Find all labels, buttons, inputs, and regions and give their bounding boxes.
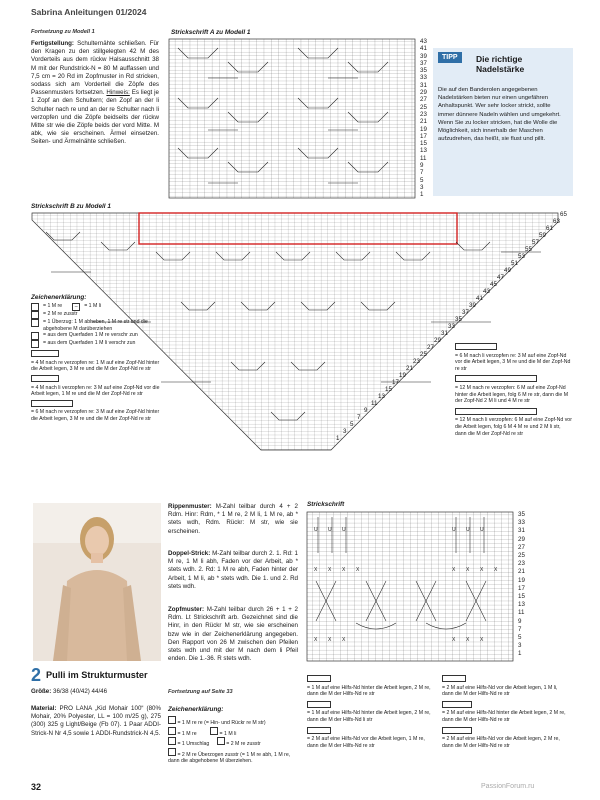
row-number: 9 (420, 162, 424, 170)
continued-note: Fortsetzung zu Modell 1 (31, 29, 95, 35)
legend-text: = 1 M re (43, 303, 63, 309)
row-number: 3 (420, 183, 424, 191)
legend-item (455, 343, 573, 372)
legend-text: = 2 M re Überzogen zusstr (= 1 M re abh, 1 M re, dann die abgehobene M überziehen. (168, 751, 291, 765)
k2tog-symbol-icon (217, 737, 225, 745)
row-number: 33 (518, 519, 525, 527)
row-number: 21 (518, 568, 525, 576)
row-number: 31 (420, 81, 427, 89)
svg-text:X: X (480, 567, 484, 573)
row-number: 11 (518, 609, 525, 617)
row-number: 13 (420, 147, 427, 155)
row-number: 27 (518, 543, 525, 551)
row-number: 59 (539, 232, 546, 239)
svg-text:U: U (314, 527, 318, 533)
chart-b-title: Strickschrift B zu Modell 1 (31, 203, 111, 210)
knit-symbol-icon (31, 303, 39, 311)
double-knit-paragraph (168, 550, 298, 591)
cable-text: M-Zahl teilbar durch 26 + 1 + 2 Rdm. Lt Strickschrift arb. Gezeichnet sind die Hinr, in den Rückr M str, wie sie erscheinen bzw wie in der Zeichenerklärung angegeben. Den Rapport von 26 M zwischen den Pfeilen stets wdh und mit der M nach dem li Pfeil enden. Die 1.-36. R stets wdh. (168, 606, 298, 663)
legend-text: = 2 M auf eine Hilfs-Nd vor die Arbeit legen, 1 M re, dann die M der Hilfs-Nd re str (307, 736, 425, 749)
legend-item (307, 727, 432, 750)
cable-12-left-icon (455, 408, 537, 415)
row-number: 39 (420, 52, 427, 60)
model-2-photo (33, 503, 161, 661)
legend-item (168, 748, 303, 765)
material-label: Material: (31, 705, 57, 712)
rib-heading: Rippenmuster: (168, 503, 212, 510)
row-number: 1 (336, 435, 340, 442)
size-line (31, 688, 161, 696)
row-number: 1 (518, 650, 522, 658)
row-number: 29 (518, 535, 525, 543)
row-number: 35 (420, 67, 427, 75)
legend-item (307, 701, 432, 724)
row-number: 19 (420, 125, 427, 133)
row-number: 35 (455, 316, 462, 323)
legend-item (31, 332, 161, 340)
chart-c-title: Strickschrift (307, 501, 345, 508)
legend-title: Zeichenerklärung: (31, 294, 87, 301)
svg-text:X: X (466, 567, 470, 573)
rib-paragraph (168, 503, 298, 536)
garter-symbol-icon (168, 716, 176, 724)
cable-4-left-icon (442, 727, 472, 734)
cross-right-icon (307, 675, 331, 682)
legend-item (455, 375, 573, 404)
row-number: 1 (420, 191, 424, 199)
cross-left-icon (307, 727, 331, 734)
tip-tag: TIPP (438, 52, 462, 63)
chart-a-row-numbers (420, 38, 434, 199)
row-number: 23 (413, 358, 420, 365)
row-number: 11 (420, 154, 427, 162)
row-number: 21 (420, 118, 427, 126)
legend-text: = 2 M re zusstr (43, 311, 78, 317)
finishing-heading: Fertigstellung: (31, 40, 74, 47)
legend-item (31, 319, 161, 332)
row-number: 37 (420, 59, 427, 67)
legend-item (31, 400, 161, 423)
model-title: Pulli im Strukturmuster (46, 670, 148, 680)
svg-text:U: U (342, 527, 346, 533)
increase-knit-symbol-icon (31, 332, 39, 340)
legend-text: = 12 M nach li verzopfen: 6 M auf eine Zopf-Nd vor die Arbeit legen, folg 6 M 4 M re und 2 M li str, dann die M der Zopf-Nd re str (455, 417, 572, 437)
material-text: PRO LANA „Kid Mohair 100“ (80% Mohair, 20% Polyester, LL = 100 m/25 g), 275 (300) 325 g Light/Beige (Fb 07). 1 Paar ADDI-Strick-N Nr 4,5 sowie 1 ADDI-Rundstrick-N 4,5. (31, 705, 161, 737)
row-number: 7 (357, 414, 361, 421)
cable-6-right-icon (31, 400, 73, 407)
row-number: 61 (546, 225, 553, 232)
cable-4-right-icon (442, 701, 472, 708)
row-number: 23 (420, 110, 427, 118)
row-number: 15 (385, 386, 392, 393)
row-number: 23 (518, 560, 525, 568)
legend-item (442, 675, 567, 698)
svg-text:X: X (452, 637, 456, 643)
row-number: 19 (518, 576, 525, 584)
row-number: 35 (518, 511, 525, 518)
legend-text: = 2 M auf eine Hilfs-Nd vor die Arbeit legen, 1 M li, dann die M der Hilfs-Nd re str (442, 684, 558, 698)
tip-heading-line1: Die richtige (476, 54, 523, 64)
svg-text:X: X (356, 567, 360, 573)
row-number: 5 (350, 421, 354, 428)
tip-body: Die auf den Banderolen angegebenen Nadelstärken bieten nur einen ungefähren Anhaltspunkt. Wer sehr locker strickt, sollte immer dünnere Nadeln wählen und umgekehrt. Wenn Sie zu locker stricken, hat die Wolle die Möglichkeit, sich innerhalb der Maschen aufzudrehen, das heißt, sie flust und pillt. (438, 87, 561, 143)
row-number: 55 (525, 246, 532, 253)
legend-2-list (168, 716, 303, 765)
legend-item (168, 727, 303, 738)
svg-text:X: X (314, 567, 318, 573)
row-number: 15 (420, 140, 427, 148)
row-number: 15 (518, 593, 525, 601)
row-number: 11 (371, 400, 378, 407)
legend-item (31, 311, 161, 319)
svg-text:U: U (480, 527, 484, 533)
k2tog-symbol-icon (31, 311, 39, 319)
row-number: 51 (511, 260, 518, 267)
row-number: 31 (518, 527, 525, 535)
row-number: 7 (420, 169, 424, 177)
row-number: 17 (420, 132, 427, 140)
row-number: 3 (518, 642, 522, 650)
legend-text: = aus dem Querfaden 1 M re verschr zun (43, 332, 138, 339)
row-number: 7 (518, 625, 522, 633)
svg-text:X: X (328, 637, 332, 643)
chart-a-grid (168, 38, 430, 200)
skp-symbol-icon (168, 748, 176, 756)
legend-item (307, 675, 432, 698)
legend-right-list (455, 343, 573, 437)
finishing-text: Schulternähte schließen. Für den Kragen zu den stillgelegten 42 M des Vorderteils aus dem rückw Halsausschnitt 38 M mit der Rundstrick-N = 80 M auffassen und 7,5 cm = 20 Rd im Zopfmuster in Rd stricken, sodass sich am Vorderteil die Zöpfe des Passenmusters fortsetzen. (31, 40, 159, 97)
row-number: 33 (420, 74, 427, 82)
legend-text: = 6 M nach re verzopfen re: 3 M auf eine Zopf-Nd hinter die Arbeit legen, 3 M re und die M der Zopf-Nd re str (31, 409, 160, 422)
continued-next: Fortsetzung auf Seite 33 (168, 689, 233, 695)
legend-item (455, 408, 573, 437)
row-number: 29 (434, 337, 441, 344)
svg-text:X: X (452, 567, 456, 573)
model-number: 2 (31, 665, 42, 685)
svg-text:X: X (342, 567, 346, 573)
row-number: 17 (392, 379, 399, 386)
row-number: 21 (406, 365, 413, 372)
svg-text:X: X (480, 637, 484, 643)
legend-text: = 1 M li (84, 303, 102, 309)
chart-c-grid (306, 511, 516, 663)
size-label: Größe: (31, 688, 52, 695)
double-knit-heading: Doppel-Strick: (168, 550, 211, 557)
double-knit-text: M-Zahl teilbar durch 2. 1. Rd: 1 M re, 1 M li abh, Faden vor der Arbeit, ab * stets wdh. 2. Rd: 1 M re abh, Faden hinter der Arbeit, 1 M li, ab * stets wdh. Die 1. und 2. Rd stets wdh. (168, 550, 298, 590)
row-number: 5 (420, 176, 424, 184)
row-number: 39 (469, 302, 476, 309)
row-number: 49 (504, 267, 511, 274)
page-number: 32 (31, 782, 42, 792)
row-number: 29 (420, 89, 427, 97)
row-number: 45 (490, 281, 497, 288)
legend-text: = 2 M re zusstr (226, 741, 261, 748)
cable-paragraph (168, 606, 298, 663)
legend-text: = 1 M re re (= Hin- und Rückr re M str) (177, 720, 266, 726)
svg-text:U: U (328, 527, 332, 533)
row-number: 41 (476, 295, 483, 302)
material-paragraph (31, 705, 161, 738)
cable-heading: Zopfmuster: (168, 606, 205, 613)
row-number: 47 (497, 274, 504, 281)
row-number: 65 (560, 211, 567, 218)
row-number: 13 (378, 393, 385, 400)
legend-list (31, 303, 161, 423)
cross-left-purl-icon (442, 675, 466, 682)
legend-3-right (442, 675, 567, 749)
legend-text: = 1 Überzug: 1 M abheben, 1 M re str und die abgehobene M darüberziehen (43, 319, 148, 332)
knit-symbol-icon (168, 727, 176, 735)
row-number: 3 (343, 428, 347, 435)
chart-c-row-numbers (518, 511, 534, 659)
cable-12-right-icon (455, 375, 537, 382)
legend-text: = 1 M auf eine Hilfs-Nd hinter die Arbeit legen, 2 M re, dann die M der Hilfs-Nd re str (307, 684, 431, 698)
purl-symbol-icon (210, 727, 218, 735)
legend-item (168, 716, 303, 727)
row-number: 13 (518, 601, 525, 609)
svg-text:U: U (466, 527, 470, 533)
svg-text:X: X (342, 637, 346, 643)
row-number: 33 (448, 323, 455, 330)
rib-text: M-Zahl teilbar durch 4 + 2 Rdm. Hinr: Rdm, * 1 M re, 2 M li, 1 M re, ab * stets wdh, Rdm. Rückr: M str, wie sie erscheinen. (168, 503, 298, 535)
legend-item (442, 727, 567, 750)
legend-text: = 2 M auf eine Hilfs-Nd vor die Arbeit legen, 2 M re, dann die M der Hilfs-Nd re str (442, 736, 560, 749)
legend-item (168, 737, 303, 748)
row-number: 27 (420, 96, 427, 104)
cross-right-purl-icon (307, 701, 331, 708)
watermark: PassionForum.ru (481, 783, 535, 790)
row-number: 25 (420, 103, 427, 111)
cable-4-left-icon (31, 375, 59, 382)
svg-text:X: X (314, 637, 318, 643)
purl-symbol-icon: – (72, 303, 80, 311)
legend-text: = 12 M nach re verzopfen: 6 M auf eine Zopf-Nd hinter die Arbeit legen, folg 6 M re str, dann die M der Zopf-Nd 2 M li und 4 M re str (455, 384, 569, 405)
model-photo-illustration (33, 503, 161, 661)
row-number: 27 (427, 344, 434, 351)
chart-a-title: Strickschrift A zu Modell 1 (171, 29, 251, 36)
legend-item (31, 350, 161, 373)
row-number: 63 (553, 218, 560, 225)
legend-2-title: Zeichenerklärung: (168, 706, 224, 713)
tip-heading-line2: Nadelstärke (476, 64, 525, 74)
row-number: 17 (518, 584, 525, 592)
row-number: 57 (532, 239, 539, 246)
svg-text:X: X (466, 637, 470, 643)
legend-text: = 6 M nach li verzopfen re: 3 M auf eine Zopf-Nd vor die Arbeit legen, 3 M re und die M der Zopf-Nd re str (455, 352, 571, 372)
legend-text: = 4 M nach re verzopfen re: 1 M auf eine Zopf-Nd hinter die Arbeit legen, 3 M re und die M der Zopf-Nd re str (31, 359, 160, 373)
increase-purl-symbol-icon (31, 340, 39, 348)
row-number: 25 (518, 552, 525, 560)
hint-text: Es liegt je 1 Zopf an den Schultern; den Zopf an der li Schulter nach re und an der re Schulter nach li verzopfen und die Zöpfe beidseits der rückw Mitte str wie die Zöpfe beids der vord Mitte. M abk, wie sie erscheinen. Ärmel einsetzen. Seiten- und Ärmelnähte schließen. (31, 89, 159, 146)
magazine-header: Sabrina Anleitungen 01/2024 (31, 7, 147, 17)
size-value: 36/38 (40/42) 44/46 (53, 688, 108, 695)
legend-item (31, 303, 161, 311)
legend-text: = 1 M li (219, 730, 237, 737)
row-number: 37 (462, 309, 469, 316)
svg-text:X: X (328, 567, 332, 573)
legend-text: = 1 M re (177, 730, 197, 737)
hint-label: Hinweis: (106, 89, 130, 97)
svg-text:U: U (452, 527, 456, 533)
row-number: 41 (420, 45, 427, 53)
tip-heading (476, 54, 524, 74)
legend-item (31, 340, 161, 348)
finishing-paragraph (31, 40, 159, 147)
legend-item (31, 375, 161, 398)
legend-text: = aus dem Querfaden 1 M li verschr zun (43, 340, 136, 347)
svg-text:X: X (494, 567, 498, 573)
yarn-over-symbol-icon (168, 737, 176, 745)
row-number: 5 (518, 634, 522, 642)
row-number: 43 (420, 38, 427, 45)
row-number: 19 (399, 372, 406, 379)
legend-text: = 1 M auf eine Hilfs-Nd hinter die Arbeit legen, 2 M re, dann die M der Hilfs-Nd li str (307, 710, 431, 723)
legend-3-left (307, 675, 432, 749)
cable-4-right-icon (31, 350, 59, 357)
row-number: 53 (518, 253, 525, 260)
legend-text: = 2 M auf eine Hilfs-Nd hinter die Arbeit legen, 2 M re, dann die M der Hilfs-Nd re str (442, 710, 566, 723)
cable-6-left-icon (455, 343, 497, 350)
legend-text: = 1 Umschlag (177, 741, 210, 748)
row-number: 9 (518, 617, 522, 625)
legend-item (442, 701, 567, 724)
skp-symbol-icon (31, 319, 39, 327)
row-number: 31 (441, 330, 448, 337)
row-number: 25 (420, 351, 427, 358)
legend-text: = 4 M nach li verzopfen re: 3 M auf eine Zopf-Nd vor die Arbeit legen, 1 M re und die M der Zopf-Nd re str (31, 384, 160, 398)
row-number: 43 (483, 288, 490, 295)
row-number: 9 (364, 407, 368, 414)
